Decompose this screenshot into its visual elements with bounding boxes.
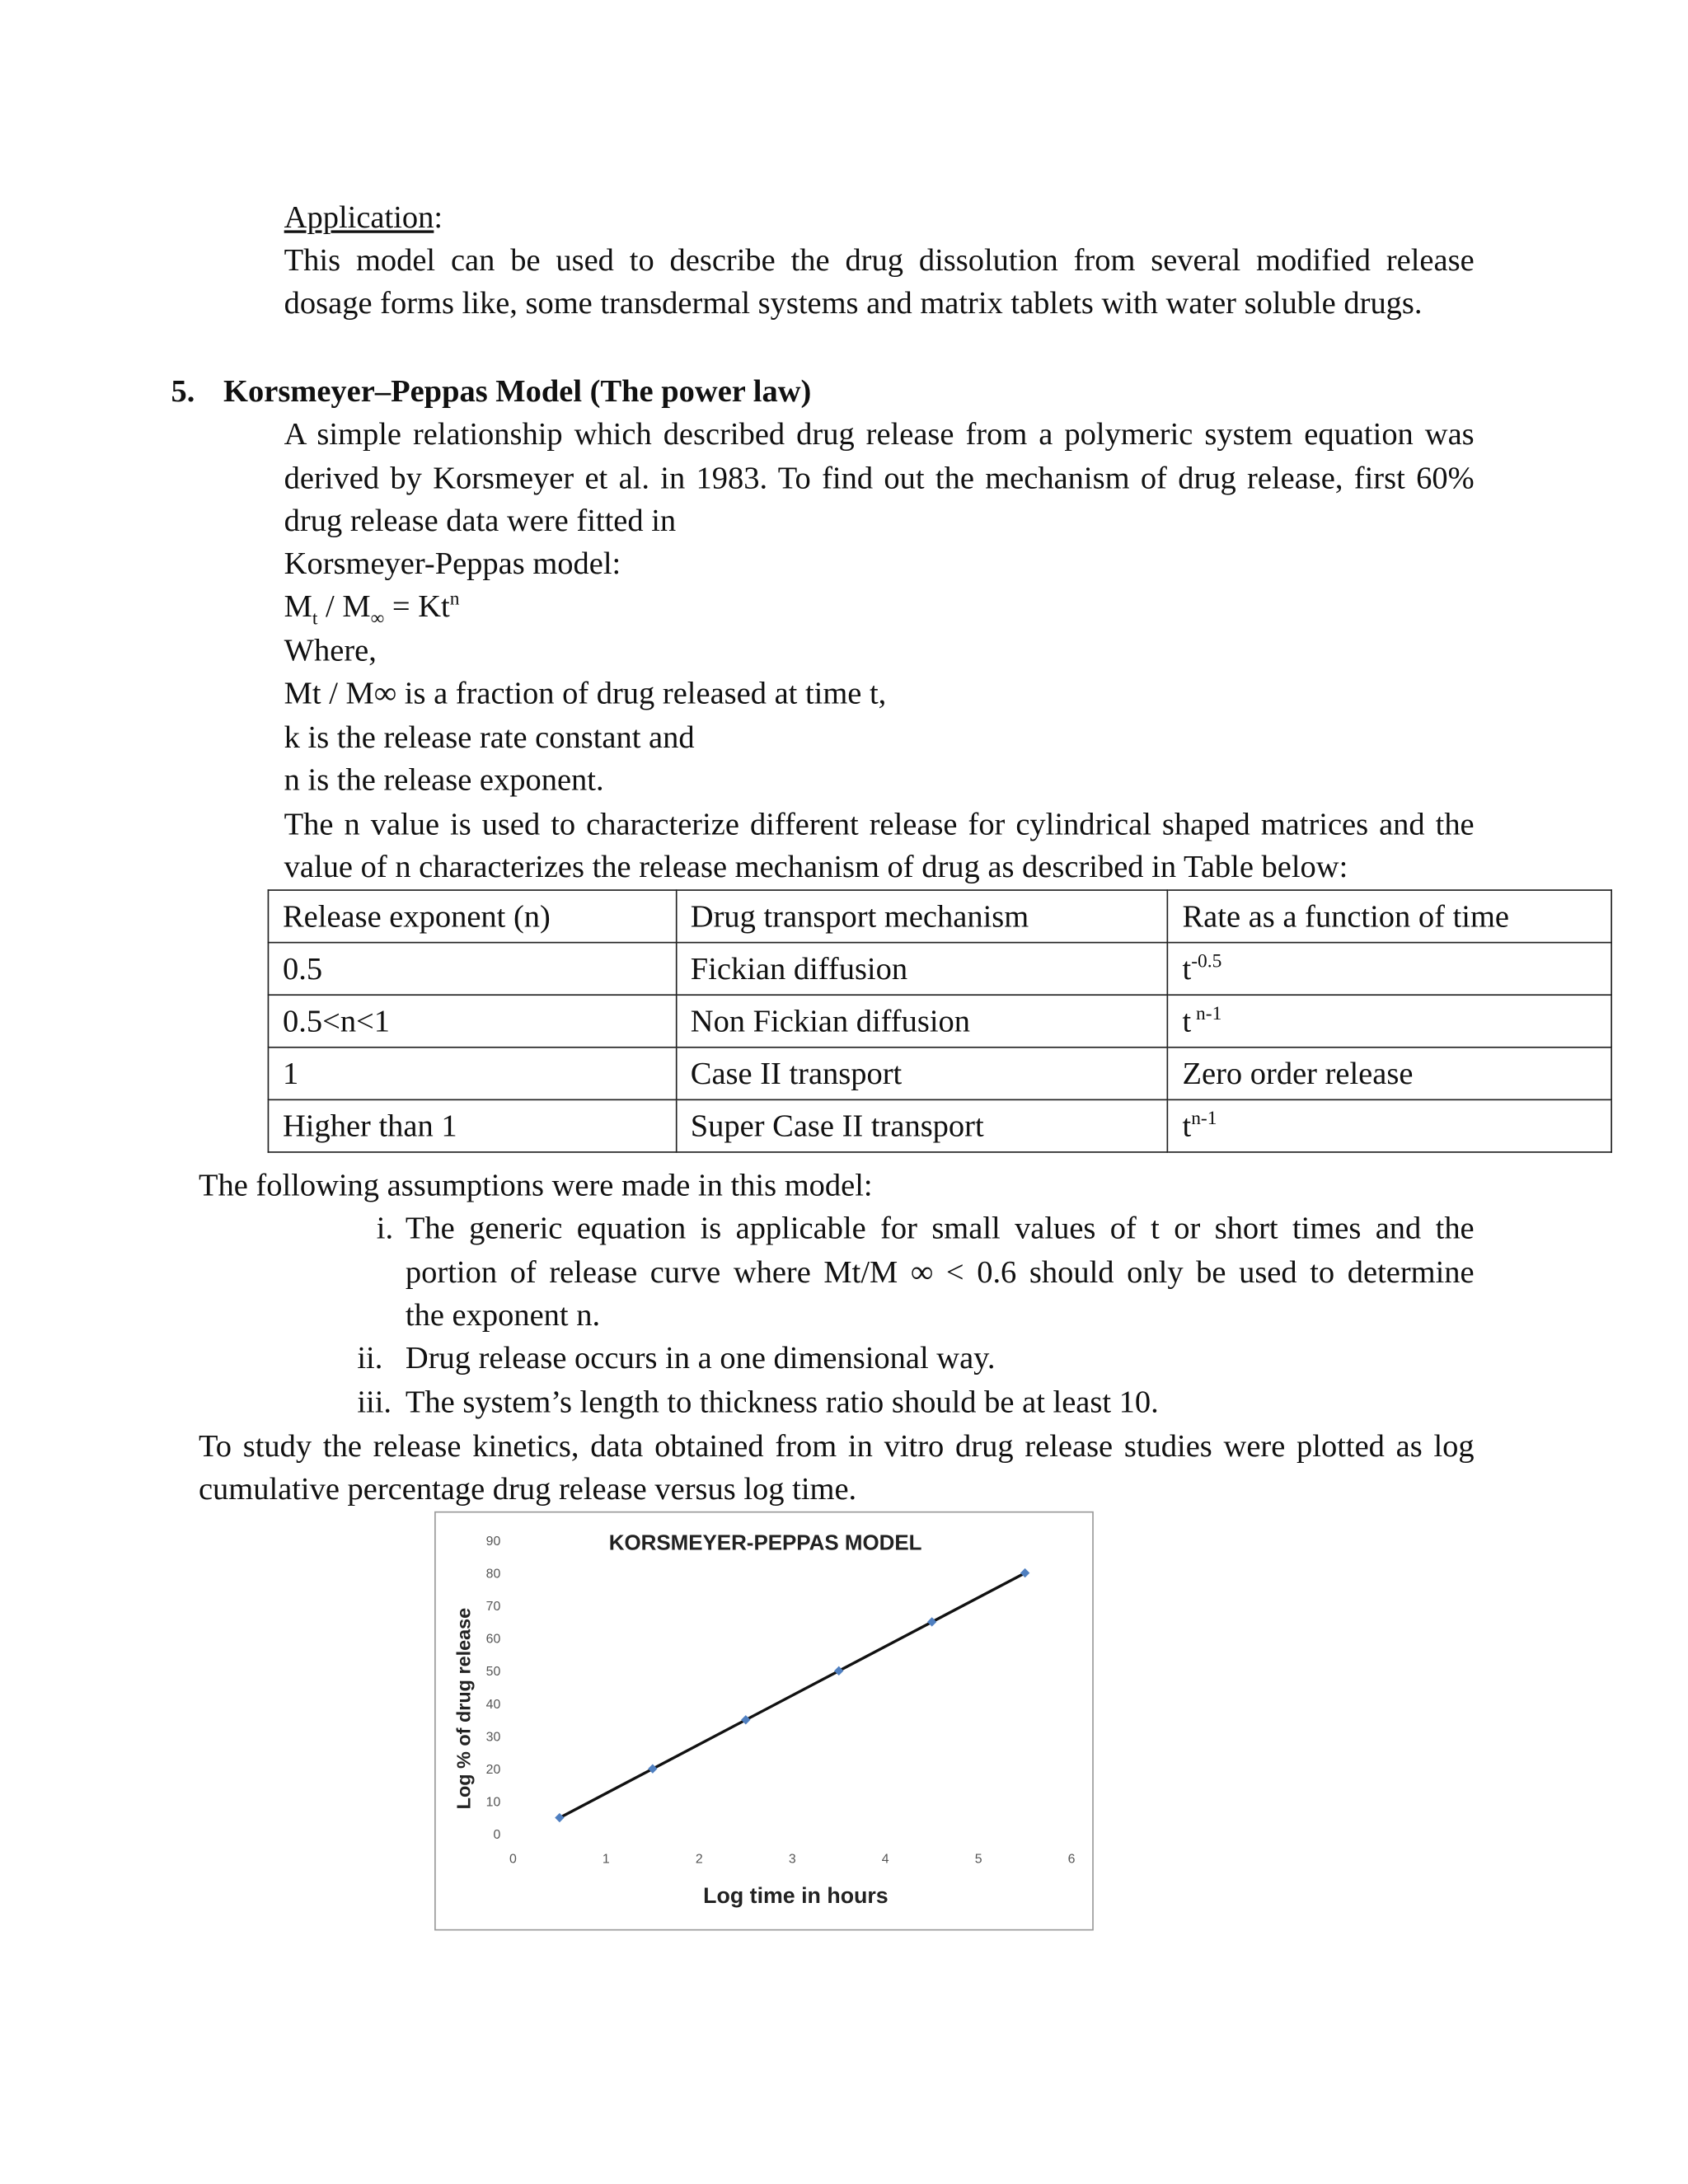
table-header: Release exponent (n) (268, 890, 676, 943)
table-cell: Case II transport (676, 1047, 1168, 1100)
x-tick-label: 1 (602, 1852, 610, 1867)
study-line-2: cumulative percentage drug release versus log time. (198, 1471, 857, 1507)
x-tick-label: 6 (1067, 1852, 1076, 1867)
table-cell: Fickian diffusion (676, 943, 1168, 996)
definition-2: k is the release rate constant and (284, 719, 695, 755)
application-line-1: This model can be used to describe the drug dissolution from several modified release (284, 242, 1475, 278)
eq-rhs: = Kt (384, 588, 450, 624)
x-tick-label: 5 (974, 1852, 982, 1867)
data-point (555, 1813, 564, 1822)
chart-x-axis-label: Log time in hours (703, 1883, 889, 1909)
y-tick-label: 90 (485, 1534, 501, 1549)
eq-t-sub: t (312, 608, 318, 630)
para1-line-1: A simple relationship which described drug release from a polymeric system equation was (284, 416, 1475, 452)
assumption-1-number: i. (376, 1211, 394, 1245)
section-title: Korsmeyer–Peppas Model (The power law) (223, 373, 812, 409)
x-tick-label: 3 (788, 1852, 796, 1867)
y-tick-label: 10 (485, 1795, 501, 1810)
assumption-1-line-1: The generic equation is applicable for small values of t or short times and the (405, 1211, 1475, 1245)
y-tick-label: 70 (485, 1600, 501, 1615)
table-cell (1168, 943, 1611, 996)
rate-base: t (1182, 950, 1192, 986)
study-line-1: To study the release kinetics, data obtained from in vitro drug release studies were plotted as log (198, 1428, 1475, 1464)
y-tick-label: 0 (493, 1828, 501, 1843)
table-cell: Non Fickian diffusion (676, 995, 1168, 1047)
where-label: Where, (284, 632, 377, 668)
x-tick-label: 2 (695, 1852, 703, 1867)
assumption-2-number: ii. (357, 1340, 383, 1376)
assumption-1-line-2: portion of release curve where Mt/M ∞ < 0.6 should only be used to determine (405, 1254, 1475, 1290)
table-cell: 0.5<n<1 (268, 995, 676, 1047)
section-number: 5. (171, 373, 195, 409)
para1-line-3: drug release data were fitted in (284, 503, 677, 538)
table-cell: 1 (268, 1047, 676, 1100)
assumption-1-line-3: the exponent n. (405, 1297, 601, 1333)
assumption-3-number: iii. (357, 1384, 392, 1419)
rate-base: t (1182, 1003, 1192, 1038)
y-tick-label: 40 (485, 1697, 501, 1712)
equation (284, 588, 460, 630)
application-heading-text: Application (284, 199, 434, 235)
table-header: Drug transport mechanism (676, 890, 1168, 943)
table-row (268, 943, 1611, 996)
table-row (268, 995, 1611, 1047)
y-tick-label: 30 (485, 1730, 501, 1745)
table-cell (1168, 1099, 1611, 1152)
release-exponent-table (268, 889, 1612, 1153)
assumption-2-text: Drug release occurs in a one dimensional way. (405, 1340, 996, 1376)
chart-title: KORSMEYER-PEPPAS MODEL (608, 1531, 922, 1555)
assumptions-intro: The following assumptions were made in this model: (198, 1168, 873, 1203)
series-line (560, 1573, 1025, 1818)
x-tick-labels (509, 1852, 1076, 1866)
table-cell: Higher than 1 (268, 1099, 676, 1152)
korsmeyer-peppas-chart (434, 1511, 1094, 1931)
para2-line-2: value of n characterizes the release mechanism of drug as described in Table below: (284, 849, 1348, 884)
rate-exponent: n-1 (1191, 1003, 1222, 1024)
eq-m: M (284, 588, 312, 624)
table-cell (1168, 995, 1611, 1047)
x-tick-label: 0 (509, 1852, 517, 1867)
para1-line-4: Korsmeyer-Peppas model: (284, 546, 621, 581)
eq-n-sup: n (449, 589, 460, 611)
eq-mid: / M (317, 588, 371, 624)
y-tick-label: 60 (485, 1632, 501, 1647)
assumption-3-text: The system’s length to thickness ratio should be at least 10. (405, 1384, 1159, 1419)
para1-line-2: derived by Korsmeyer et al. in 1983. To find out the mechanism of drug release, first 60% (284, 460, 1475, 495)
table-cell: Super Case II transport (676, 1099, 1168, 1152)
y-tick-label: 50 (485, 1665, 501, 1680)
y-tick-label: 20 (485, 1763, 501, 1778)
y-tick-label: 80 (485, 1567, 501, 1582)
eq-inf-sub: ∞ (370, 608, 385, 630)
application-heading-colon: : (434, 199, 443, 235)
table-row (268, 1047, 1611, 1100)
y-tick-labels (486, 1535, 501, 1842)
rate-exponent: -0.5 (1191, 951, 1222, 972)
table-header: Rate as a function of time (1168, 890, 1611, 943)
table-row (268, 1099, 1611, 1152)
chart-y-axis-label: Log % of drug release (452, 1607, 475, 1810)
series-layer (560, 1573, 1025, 1818)
para2-line-1: The n value is used to characterize different release for cylindrical shaped matrices and the (284, 806, 1475, 841)
table-header-row (268, 890, 1611, 943)
table-cell: Zero order release (1168, 1047, 1611, 1100)
definition-1: Mt / M∞ is a fraction of drug released at time t, (284, 675, 887, 710)
rate-base: t (1182, 1108, 1192, 1143)
rate-exponent: n-1 (1191, 1108, 1217, 1130)
chart-svg (436, 1513, 1092, 1929)
definition-3: n is the release exponent. (284, 762, 604, 798)
application-line-2: dosage forms like, some transdermal systems and matrix tablets with water soluble drugs. (284, 285, 1423, 321)
x-tick-label: 4 (881, 1852, 889, 1867)
table-cell: 0.5 (268, 943, 676, 996)
application-heading (284, 199, 443, 235)
